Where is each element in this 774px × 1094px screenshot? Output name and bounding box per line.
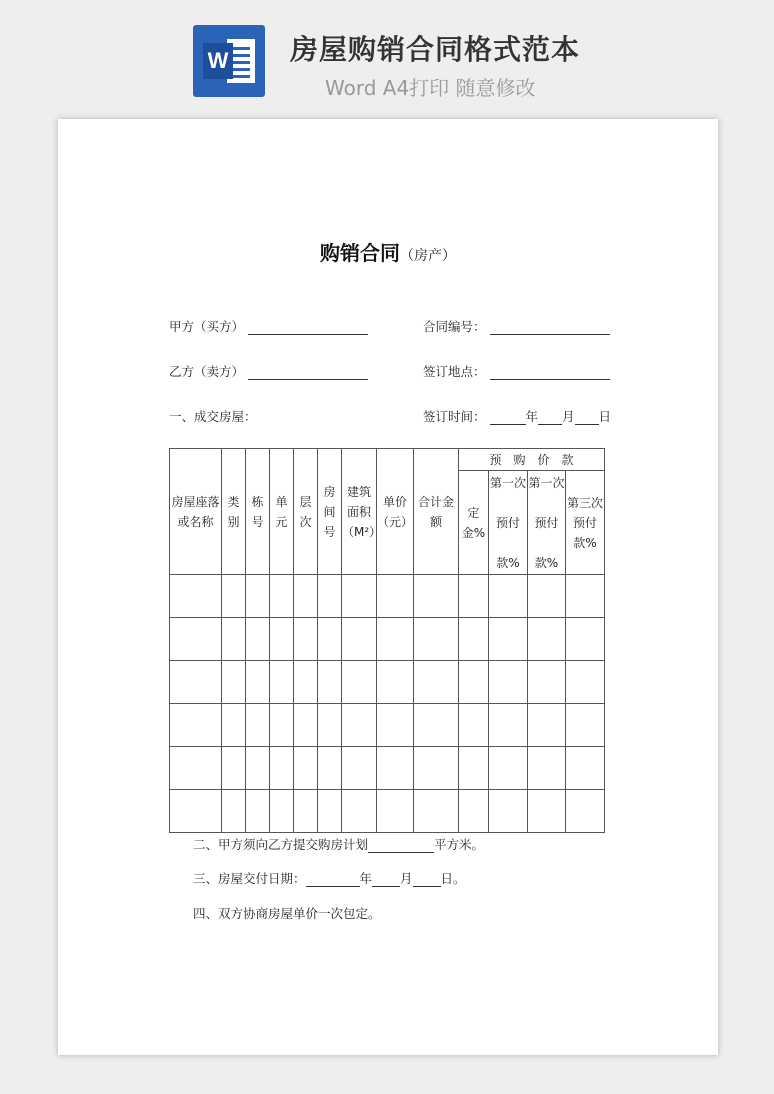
table-cell[interactable] (294, 704, 318, 747)
sign-day-blank[interactable] (575, 411, 599, 425)
header-floor: 层 次 (294, 449, 318, 575)
table-cell[interactable] (414, 747, 459, 790)
sign-year-blank[interactable] (490, 411, 526, 425)
header-total: 合计金 额 (414, 449, 459, 575)
sign-year-label: 年 (525, 409, 539, 424)
table-cell[interactable] (414, 618, 459, 661)
table-cell[interactable] (170, 790, 222, 833)
header-first-prepay: 第一次 预付 款% (489, 471, 528, 575)
table-cell[interactable] (222, 790, 246, 833)
sign-day-label: 日 (598, 409, 612, 424)
header-first-prepay-2: 第一次 预付 款% (528, 471, 566, 575)
header-unit-price: 单价 （元） (377, 449, 414, 575)
table-row (170, 747, 605, 790)
table-cell[interactable] (528, 661, 566, 704)
note-2-blank[interactable] (368, 839, 434, 853)
document-title-main: 购销合同 (320, 241, 400, 265)
table-cell[interactable] (489, 618, 528, 661)
table-cell[interactable] (566, 747, 605, 790)
header-third-prepay: 第三次 预付 款% (566, 471, 605, 575)
table-cell[interactable] (377, 704, 414, 747)
table-cell[interactable] (246, 618, 270, 661)
table-cell[interactable] (489, 704, 528, 747)
note-3-day: 日。 (440, 871, 466, 886)
table-cell[interactable] (414, 661, 459, 704)
table-row (170, 575, 605, 618)
header-prepurchase-price: 预 购 价 款 (459, 449, 605, 471)
table-cell[interactable] (459, 747, 489, 790)
property-table (169, 448, 605, 833)
table-cell[interactable] (294, 618, 318, 661)
table-cell[interactable] (528, 704, 566, 747)
table-cell[interactable] (342, 661, 377, 704)
table-cell[interactable] (294, 747, 318, 790)
table-cell[interactable] (170, 661, 222, 704)
section1-label: 一、成交房屋： (169, 409, 257, 424)
note-4: 四、双方协商房屋单价一次包定。 (193, 906, 381, 921)
note-3-month: 月 (400, 871, 413, 886)
header-area: 建筑 面积 （M²） (342, 449, 377, 575)
table-cell[interactable] (566, 790, 605, 833)
party-b-label: 乙方（卖方） (169, 364, 245, 379)
table-cell[interactable] (414, 575, 459, 618)
contract-no-field (423, 317, 610, 335)
table-cell[interactable] (170, 618, 222, 661)
table-cell[interactable] (222, 704, 246, 747)
sign-place-label: 签订地点： (423, 364, 486, 379)
contract-no-blank[interactable] (490, 321, 610, 335)
note-3-day-blank[interactable] (413, 873, 441, 887)
banner-title: 房屋购销合同格式范本 (290, 33, 581, 66)
header-category: 类 别 (222, 449, 246, 575)
note-3-year-blank[interactable] (306, 873, 360, 887)
sign-month-blank[interactable] (538, 411, 562, 425)
sign-place-blank[interactable] (490, 366, 610, 380)
table-cell[interactable] (342, 747, 377, 790)
table-cell[interactable] (377, 575, 414, 618)
table-cell[interactable] (246, 661, 270, 704)
table-cell[interactable] (246, 747, 270, 790)
table-cell[interactable] (294, 575, 318, 618)
table-cell[interactable] (377, 661, 414, 704)
table-cell[interactable] (270, 575, 294, 618)
header-room-no: 房 间 号 (318, 449, 342, 575)
header-deposit: 定 金% (459, 471, 489, 575)
table-cell[interactable] (270, 661, 294, 704)
table-cell[interactable] (342, 704, 377, 747)
note-3-year: 年 (359, 871, 373, 886)
table-cell[interactable] (294, 790, 318, 833)
table-cell[interactable] (318, 790, 342, 833)
table-cell[interactable] (459, 661, 489, 704)
table-cell[interactable] (342, 790, 377, 833)
party-b-field (169, 362, 368, 380)
sign-month-label: 月 (562, 409, 575, 424)
table-cell[interactable] (459, 704, 489, 747)
table-cell[interactable] (170, 747, 222, 790)
table-cell[interactable] (246, 704, 270, 747)
table-cell[interactable] (222, 661, 246, 704)
table-cell[interactable] (246, 790, 270, 833)
note-3-prefix: 三、房屋交付日期： (193, 871, 306, 886)
table-cell[interactable] (459, 575, 489, 618)
table-cell[interactable] (566, 704, 605, 747)
sign-time-label: 签订时间： (423, 409, 486, 424)
contract-no-label: 合同编号： (423, 319, 486, 334)
word-logo-icon (193, 25, 265, 97)
table-cell[interactable] (342, 618, 377, 661)
table-cell[interactable] (222, 747, 246, 790)
table-cell[interactable] (414, 704, 459, 747)
table-cell[interactable] (489, 747, 528, 790)
sign-time-field (423, 407, 611, 425)
table-cell[interactable] (170, 575, 222, 618)
document-title-suffix: （房产） (400, 248, 456, 264)
party-a-blank[interactable] (248, 321, 368, 335)
table-cell[interactable] (528, 618, 566, 661)
table-cell[interactable] (528, 575, 566, 618)
banner-subtitle: Word A4打印 随意修改 (325, 76, 536, 100)
party-a-field (169, 317, 368, 335)
table-cell[interactable] (489, 575, 528, 618)
table-cell[interactable] (270, 704, 294, 747)
note-2 (193, 835, 484, 853)
table-row (170, 790, 605, 833)
table-cell[interactable] (528, 790, 566, 833)
table-cell[interactable] (222, 575, 246, 618)
table-cell[interactable] (566, 661, 605, 704)
table-cell[interactable] (170, 704, 222, 747)
table-cell[interactable] (566, 618, 605, 661)
note-3 (193, 869, 466, 887)
table-cell[interactable] (377, 790, 414, 833)
table-row (170, 704, 605, 747)
table-cell[interactable] (270, 618, 294, 661)
table-cell[interactable] (294, 661, 318, 704)
header-location: 房屋座落 或名称 (170, 449, 222, 575)
table-cell[interactable] (318, 618, 342, 661)
sign-place-field (423, 362, 610, 380)
document-title (58, 237, 718, 266)
table-cell[interactable] (414, 790, 459, 833)
note-3-month-blank[interactable] (372, 873, 400, 887)
party-a-label: 甲方（买方） (169, 319, 245, 334)
note-2-prefix: 二、甲方须向乙方提交购房计划 (193, 837, 369, 852)
table-cell[interactable] (528, 747, 566, 790)
table-row (170, 618, 605, 661)
table-cell[interactable] (377, 618, 414, 661)
table-cell[interactable] (566, 575, 605, 618)
party-b-blank[interactable] (248, 366, 368, 380)
document-page (58, 119, 718, 1055)
header-building: 栋 号 (246, 449, 270, 575)
table-cell[interactable] (377, 747, 414, 790)
header-unit: 单 元 (270, 449, 294, 575)
table-cell[interactable] (342, 575, 377, 618)
table-cell[interactable] (270, 747, 294, 790)
table-cell[interactable] (270, 790, 294, 833)
table-cell[interactable] (318, 747, 342, 790)
table-cell[interactable] (489, 661, 528, 704)
table-cell[interactable] (318, 661, 342, 704)
word-letter: W (203, 43, 233, 79)
table-cell[interactable] (246, 575, 270, 618)
table-cell[interactable] (489, 790, 528, 833)
table-cell[interactable] (318, 575, 342, 618)
table-cell[interactable] (459, 790, 489, 833)
table-cell[interactable] (318, 704, 342, 747)
note-2-suffix: 平方米。 (434, 837, 485, 852)
table-cell[interactable] (222, 618, 246, 661)
table-cell[interactable] (459, 618, 489, 661)
table-row (170, 661, 605, 704)
